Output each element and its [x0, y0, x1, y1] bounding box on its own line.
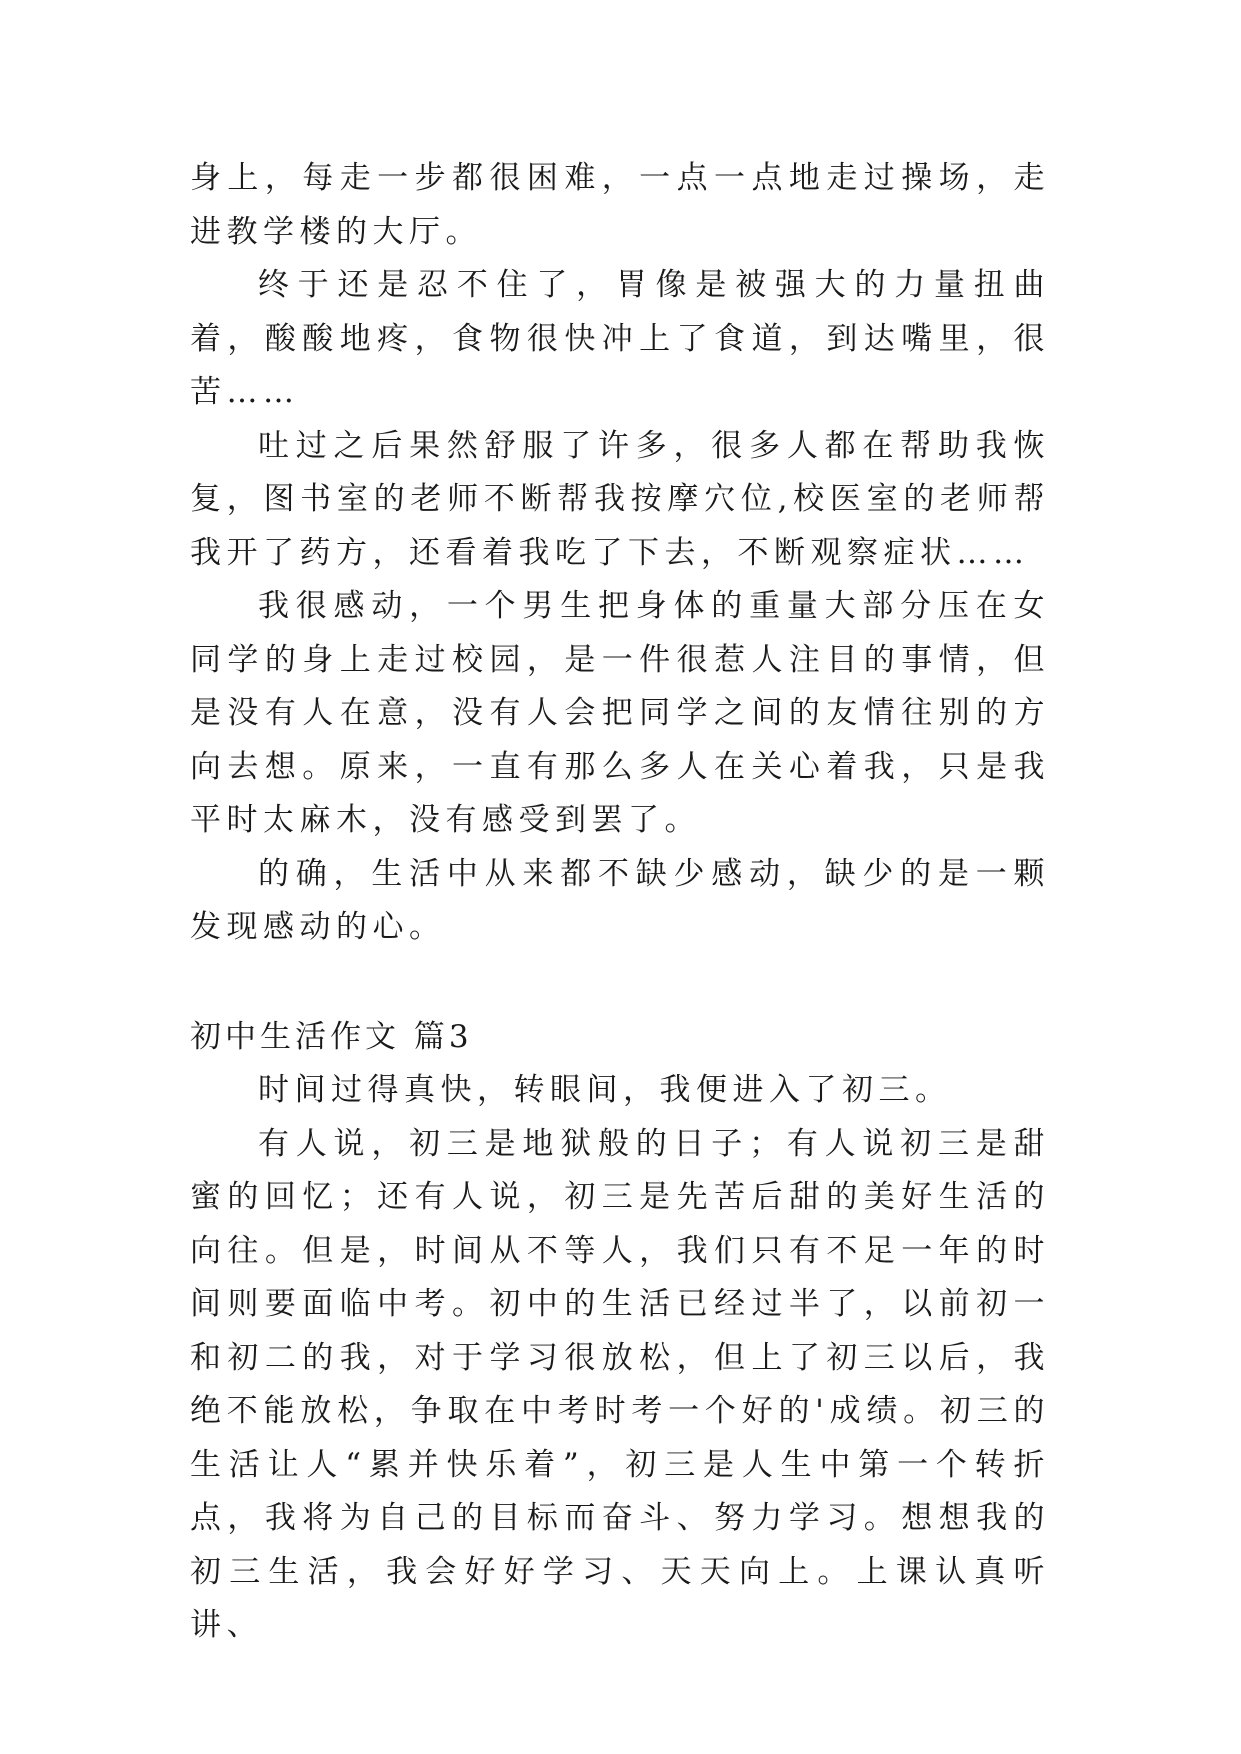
paragraph-vomit: 终于还是忍不住了，胃像是被强大的力量扭曲着，酸酸地疼，食物很快冲上了食道，到达嘴里，很苦…… [190, 267, 1050, 410]
paragraph-moved: 我很感动，一个男生把身体的重量大部分压在女同学的身上走过校园，是一件很惹人注目的事情，但是没有人在意，没有人会把同学之间的友情往别的方向去想。原来，一直有那么多人在关心着我，只是我平时太麻木，没有感受到罢了。 [190, 588, 1050, 838]
paragraph-continuation: 身上，每走一步都很困难，一点一点地走过操场，走进教学楼的大厅。 [190, 160, 1050, 250]
paragraph-conclusion: 的确，生活中从来都不缺少感动，缺少的是一颗发现感动的心。 [190, 855, 1050, 945]
document-page [190, 152, 1050, 1653]
paragraph-intro: 时间过得真快，转眼间，我便进入了初三。 [258, 1072, 952, 1108]
section-heading: 初中生活作文 篇3 [190, 1018, 473, 1055]
paragraph-recovery: 吐过之后果然舒服了许多，很多人都在帮助我恢复，图书室的老师不断帮我按摩穴位,校医室的老师帮我开了药方，还看着我吃了下去，不断观察症状…… [190, 427, 1050, 571]
paragraph-third-year: 有人说，初三是地狱般的日子；有人说初三是甜蜜的回忆；还有人说，初三是先苦后甜的美好生活的向往。但是，时间从不等人，我们只有不足一年的时间则要面临中考。初中的生活已经过半了，以前初一和初二的我，对于学习很放松，但上了初三以后，我绝不能放松，争取在中考时考一个好的'成绩。初三的生活让人“累并快乐着”，初三是人生中第一个转折点，我将为自己的目标而奋斗、努力学习。想想我的初三生活，我会好好学习、天天向上。上课认真听讲、 [190, 1125, 1050, 1643]
